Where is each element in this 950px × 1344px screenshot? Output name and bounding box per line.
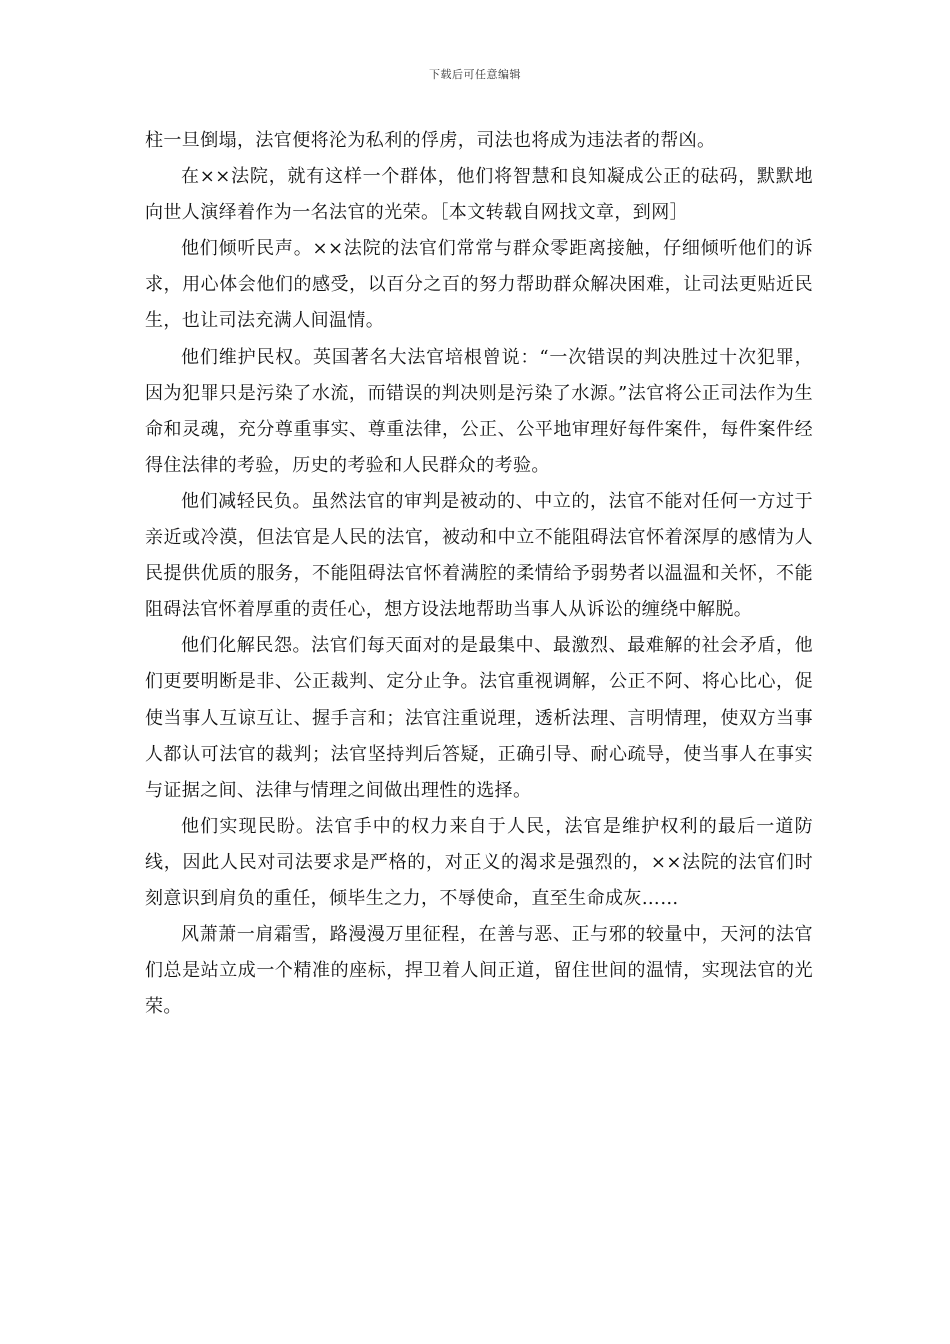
page-header: 下载后可任意编辑 [429, 68, 521, 81]
article-body [145, 123, 813, 1025]
paragraph-listen: 他们倾听民声。××法院的法官们常常与群众零距离接触，仔细倾听他们的诉求，用心体会他们的感受，以百分之百的努力帮助群众解决困难，让司法更贴近民生，也让司法充满人间温情。 [145, 238, 813, 332]
paragraph-conclusion: 风萧萧一肩霜雪，路漫漫万里征程，在善与恶、正与邪的较量中，天河的法官们总是站立成一个精准的座标，捍卫着人间正道，留住世间的温情，实现法官的光荣。 [145, 924, 813, 1018]
paragraph-resolve-grievances: 他们化解民怨。法官们每天面对的是最集中、最激烈、最难解的社会矛盾，他们更要明断是非、公正裁判、定分止争。法官重视调解，公正不阿、将心比心，促使当事人互谅互让、握手言和；法官注重说理，透析法理、言明情理，使双方当事人都认可法官的裁判；法官坚持判后答疑，正确引导、耐心疏导，使当事人在事实与证据之间、法律与情理之间做出理性的选择。 [145, 635, 813, 801]
paragraph-fulfill-hopes: 他们实现民盼。法官手中的权力来自于人民，法官是维护权利的最后一道防线，因此人民对司法要求是严格的，对正义的渴求是强烈的，××法院的法官们时刻意识到肩负的重任，倾毕生之力，不辱使命，直至生命成灰…… [145, 815, 813, 909]
paragraph-protect-rights: 他们维护民权。英国著名大法官培根曾说：“一次错误的判决胜过十次犯罪，因为犯罪只是污染了水流，而错误的判决则是污染了水源。”法官将公正司法作为生命和灵魂，充分尊重事实、尊重法律，公正、公平地审理好每件案件，每件案件经得住法律的考验，历史的考验和人民群众的考验。 [145, 346, 813, 476]
paragraph-intro: 在××法院，就有这样一个群体，他们将智慧和良知凝成公正的砝码，默默地向世人演绎着作为一名法官的光荣。［本文转载自网找文章，到网］ [145, 166, 813, 224]
paragraph-continuation: 柱一旦倒塌，法官便将沦为私利的俘虏，司法也将成为违法者的帮凶。 [145, 130, 716, 151]
paragraph-reduce-burden: 他们减轻民负。虽然法官的审判是被动的、中立的，法官不能对任何一方过于亲近或冷漠，但法官是人民的法官，被动和中立不能阻碍法官怀着深厚的感情为人民提供优质的服务，不能阻碍法官怀着满腔的柔情给予弱势者以温温和关怀，不能阻碍法官怀着厚重的责任心，想方设法地帮助当事人从诉讼的缠绕中解脱。 [145, 490, 813, 621]
